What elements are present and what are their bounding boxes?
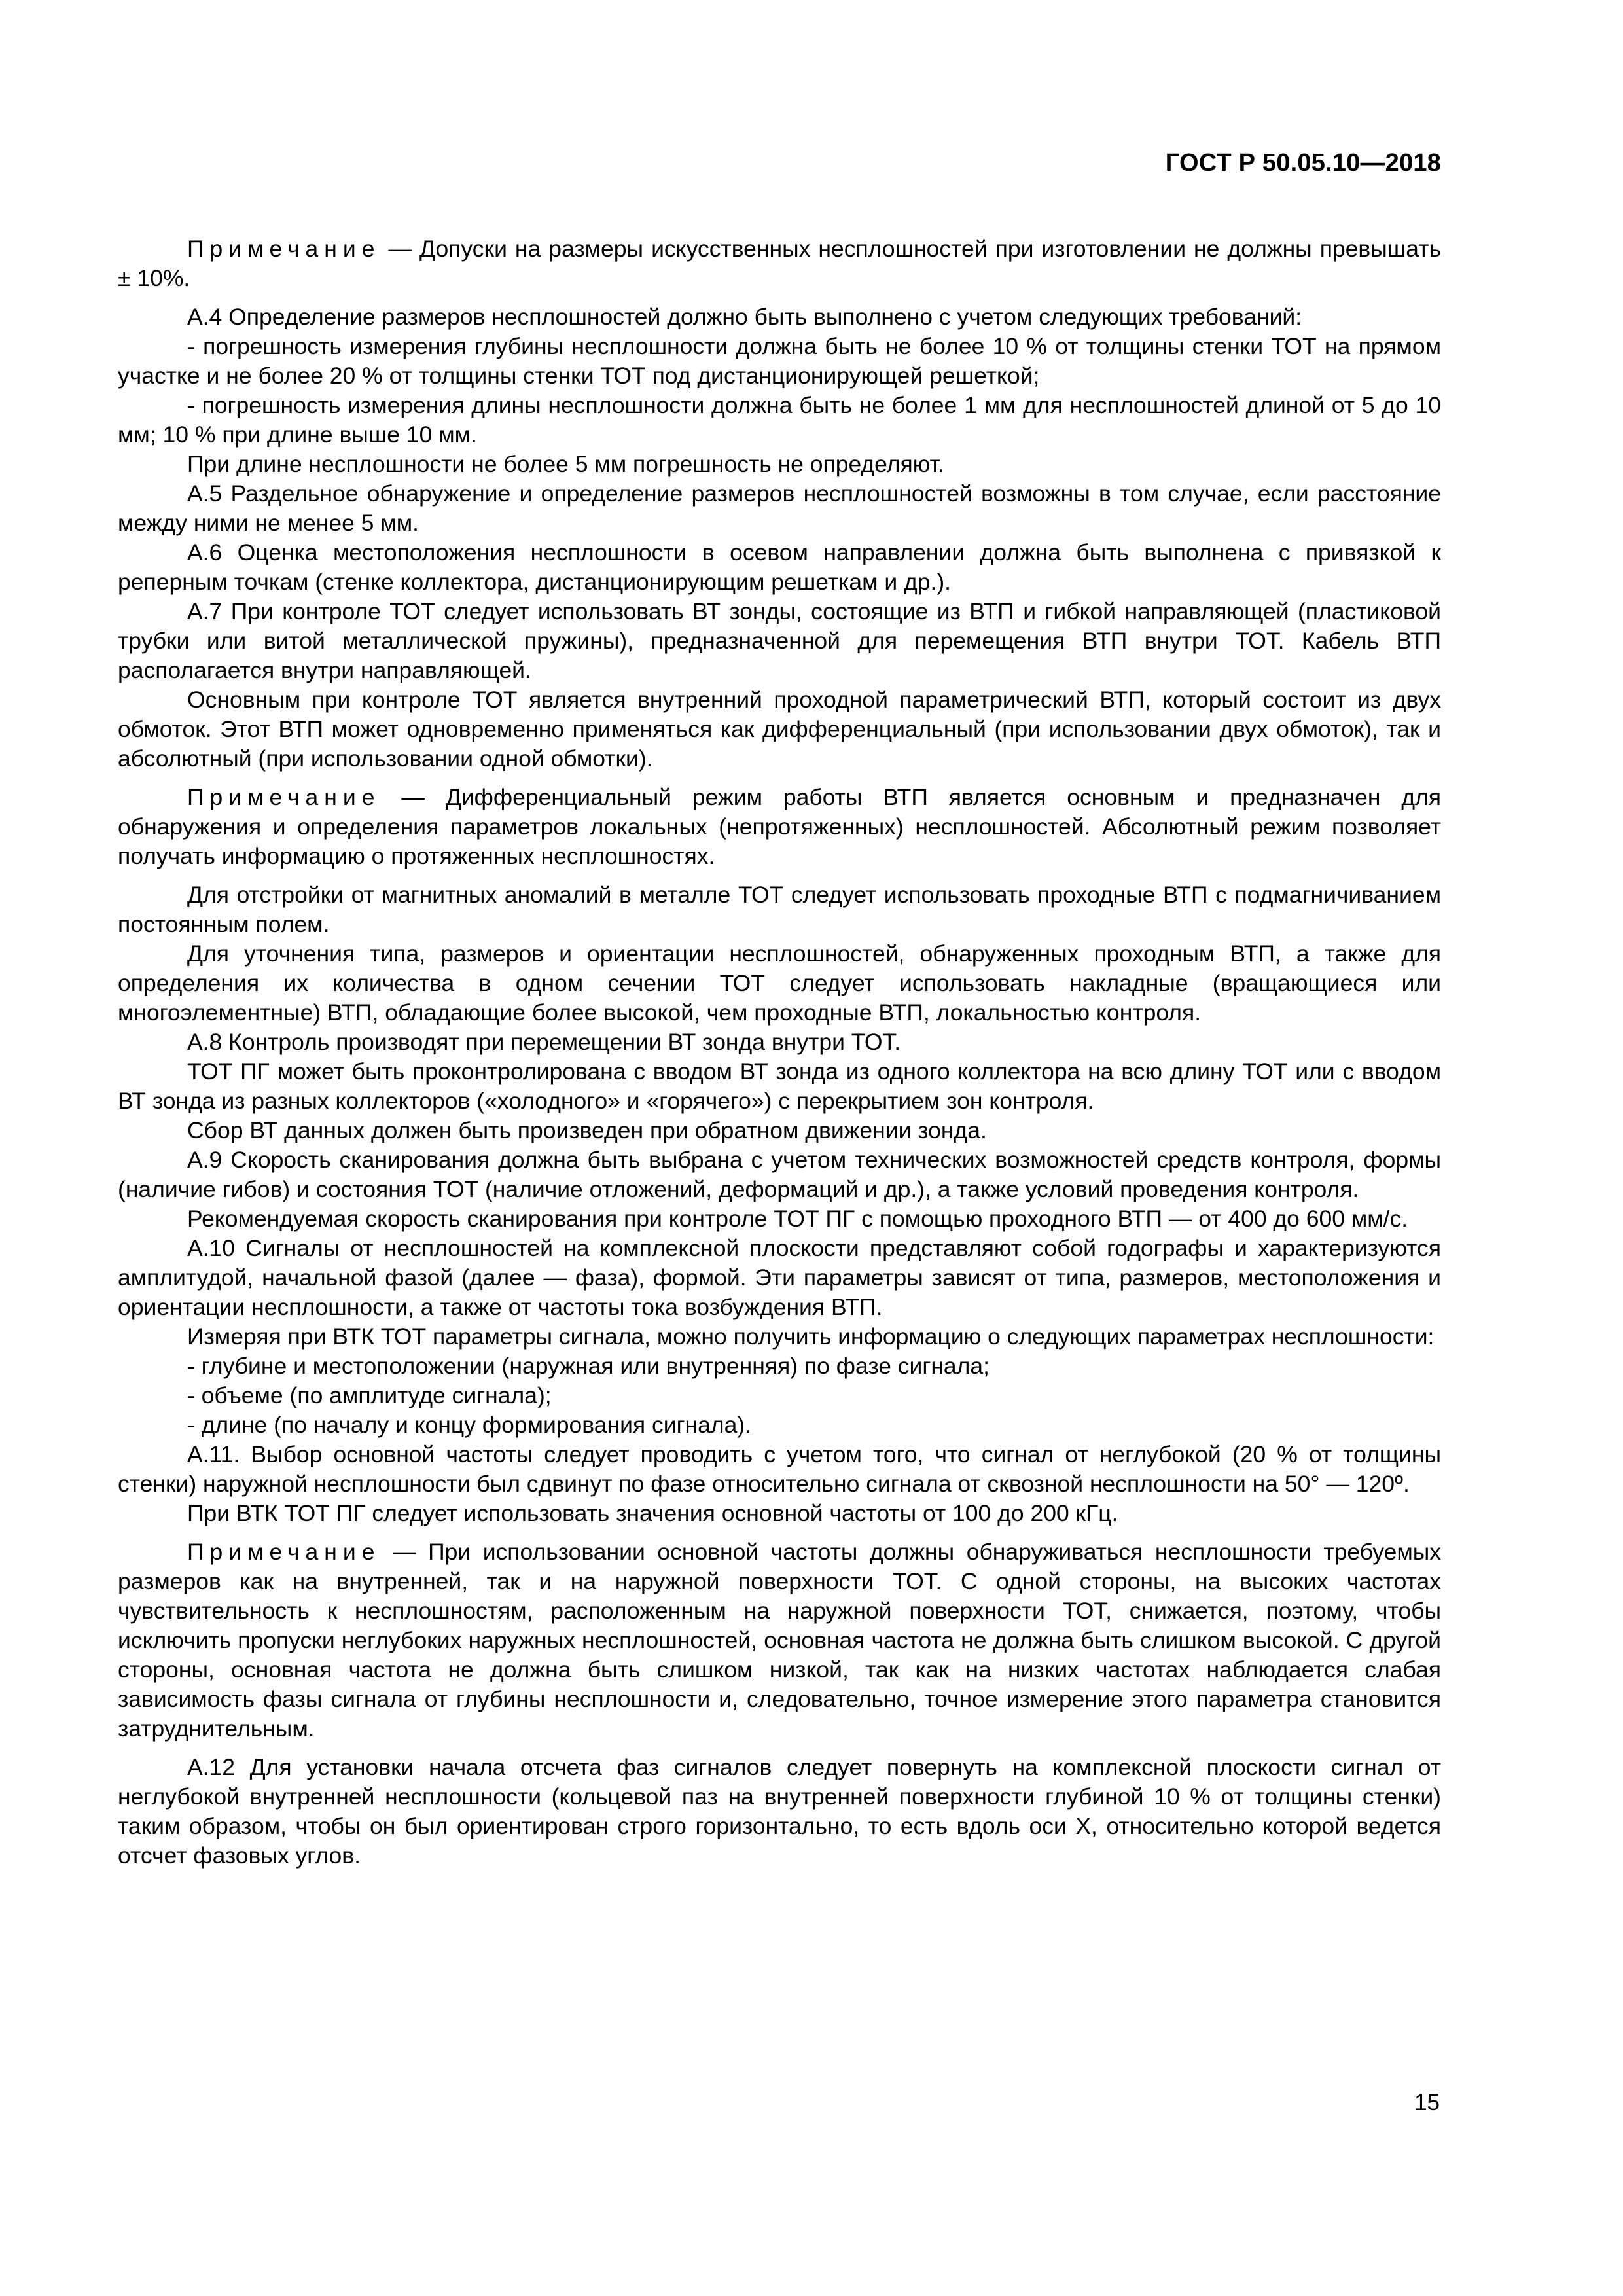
paragraph-a12: А.12 Для установки начала отсчета фаз сигналов следует повернуть на комплексной плоскости сигнал от неглубокой внутренней несплошности (кольцевой паз на внутренней поверхности глубиной 10 % от толщины стенки) таким образом, чтобы он был ориентирован строго горизонтально, то есть вдоль оси X, относительно которой ведется отсчет фазовых углов. bbox=[118, 1754, 1441, 1869]
page-number: 15 bbox=[1414, 2090, 1440, 2115]
note-label: Примечание bbox=[187, 784, 381, 810]
note-paragraph-3 bbox=[118, 1537, 1441, 1744]
paragraph-a5: А.5 Раздельное обнаружение и определение размеров несплошностей возможны в том случае, если расстояние между ними не менее 5 мм. bbox=[118, 480, 1441, 536]
list-item-volume: - объеме (по амплитуде сигнала); bbox=[187, 1382, 552, 1408]
paragraph-signal-parameters: Измеряя при ВТК ТОТ параметры сигнала, можно получить информацию о следующих параметрах несплошности: bbox=[187, 1323, 1435, 1350]
paragraph-main-probe: Основным при контроле ТОТ является внутренний проходной параметрический ВТП, который состоит из двух обмоток. Этот ВТП может одновременно применяться как дифференциальный (при использовании двух обмоток), так и абсолютный (при использовании одной обмотки). bbox=[118, 687, 1441, 772]
paragraph-a7: А.7 При контроле ТОТ следует использовать ВТ зонды, состоящие из ВТП и гибкой направляющей (пластиковой трубки или витой металлической пружины), предназначенной для перемещения ВТП внутри ТОТ. Кабель ВТП располагается внутри направляющей. bbox=[118, 598, 1441, 683]
note-text-1: — Допуски на размеры искусственных несплошностей при изготовлении не должны превышать ± 10%. bbox=[118, 236, 1441, 291]
paragraph-surface-probes: Для уточнения типа, размеров и ориентации несплошностей, обнаруженных проходным ВТП, а также для определения их количества в одном сечении ТОТ следует использовать накладные (вращающиеся или многоэлементные) ВТП, обладающие более высокой, чем проходные ВТП, локальностью контроля. bbox=[118, 941, 1441, 1026]
note-text-3: — При использовании основной частоты должны обнаруживаться несплошности требуемых размеров как на внутренней, так и на наружной поверхности ТОТ. С одной стороны, на высоких частотах чувствительность к несплошностям, расположенным на наружной поверхности ТОТ, снижается, поэтому, чтобы исключить пропуски неглубоких наружных несплошностей, основная частота не должна быть слишком высокой. С другой стороны, основная частота не должна быть слишком низкой, так как на низких частотах наблюдается слабая зависимость фазы сигнала от глубины несплошности и, следовательно, точное измерение этого параметра становится затруднительным. bbox=[118, 1539, 1441, 1742]
paragraph-a11: А.11. Выбор основной частоты следует проводить с учетом того, что сигнал от неглубокой (20 % от толщины стенки) наружной несплошности был сдвинут по фазе относительно сигнала от сквозной несплошности на 50° — 120º. bbox=[118, 1441, 1441, 1497]
paragraph-base-frequency: При ВТК ТОТ ПГ следует использовать значения основной частоты от 100 до 200 кГц. bbox=[187, 1500, 1118, 1526]
list-item-length-error: - погрешность измерения длины несплошности должна быть не более 1 мм для несплошностей длиной от 5 до 10 мм; 10 % при длине выше 10 мм. bbox=[118, 392, 1441, 448]
paragraph-a9: А.9 Скорость сканирования должна быть выбрана с учетом технических возможностей средств контроля, формы (наличие гибов) и состояния ТОТ (наличие отложений, деформаций и др.), а также условий проведения контроля. bbox=[118, 1147, 1441, 1202]
note-label: Примечание bbox=[187, 236, 381, 262]
paragraph-scan-speed: Рекомендуемая скорость сканирования при контроле ТОТ ПГ с помощью проходного ВТП — от 400 до 600 мм/с. bbox=[187, 1206, 1408, 1232]
paragraph-magnetic-anomalies: Для отстройки от магнитных аномалий в металле ТОТ следует использовать проходные ВТП с подмагничиванием постоянным полем. bbox=[118, 882, 1441, 937]
paragraph-a4: А.4 Определение размеров несплошностей должно быть выполнено с учетом следующих требований: bbox=[187, 304, 1302, 330]
note-paragraph-1 bbox=[118, 234, 1441, 293]
paragraph-a6: А.6 Оценка местоположения несплошности в осевом направлении должна быть выполнена с привязкой к реперным точкам (стенке коллектора, дистанционирующим решеткам и др.). bbox=[118, 539, 1441, 595]
paragraph-a10: А.10 Сигналы от несплошностей на комплексной плоскости представляют собой годографы и характеризуются амплитудой, начальной фазой (далее — фаза), формой. Эти параметры зависят от типа, размеров, местоположения и ориентации несплошности, а также от частоты тока возбуждения ВТП. bbox=[118, 1235, 1441, 1320]
list-item-depth-error: - погрешность измерения глубины несплошности должна быть не более 10 % от толщины стенки ТОТ на прямом участке и не более 20 % от толщины стенки ТОТ под дистанционирующей решеткой; bbox=[118, 333, 1441, 389]
paragraph-short-defect: При длине несплошности не более 5 мм погрешность не определяют. bbox=[187, 451, 944, 477]
document-standard-number: ГОСТ Р 50.05.10—2018 bbox=[1165, 149, 1441, 177]
note-text-2: — Дифференциальный режим работы ВТП является основным и предназначен для обнаружения и определения параметров локальных (непротяженных) несплошностей. Абсолютный режим позволяет получать информацию о протяженных несплошностях. bbox=[118, 784, 1441, 869]
list-item-length: - длине (по началу и концу формирования сигнала). bbox=[187, 1412, 752, 1438]
list-item-depth: - глубине и местоположении (наружная или внутренняя) по фазе сигнала; bbox=[187, 1353, 990, 1379]
paragraph-probe-insertion: ТОТ ПГ может быть проконтролирована с вводом ВТ зонда из одного коллектора на всю длину ТОТ или с вводом ВТ зонда из разных коллекторов («холодного» и «горячего») с перекрытием зон контроля. bbox=[118, 1058, 1441, 1114]
document-body bbox=[118, 225, 1441, 1871]
paragraph-a8: А.8 Контроль производят при перемещении ВТ зонда внутри ТОТ. bbox=[187, 1029, 901, 1055]
paragraph-data-collection: Сбор ВТ данных должен быть произведен при обратном движении зонда. bbox=[187, 1117, 987, 1143]
note-label: Примечание bbox=[187, 1539, 381, 1565]
note-paragraph-2 bbox=[118, 783, 1441, 871]
